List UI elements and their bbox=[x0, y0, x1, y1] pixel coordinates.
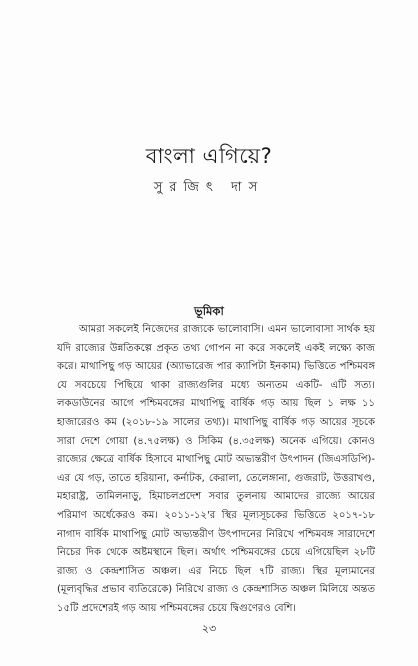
chapter-title: বাংলা এগিয়ে? bbox=[145, 144, 273, 168]
page-number: ২৩ bbox=[201, 622, 217, 635]
section-heading: ভূমিকা bbox=[194, 304, 224, 318]
body-paragraph bbox=[57, 321, 375, 619]
author-name: সুরজিৎ দাস bbox=[153, 180, 265, 195]
body-paragraph-text: আমরা সকলেই নিজেদের রাজ্যকে ভালোবাসি। এমন ভালোবাসা সার্থক হয় যদি রাজ্যের উন্নতিকল্পে প্রকৃত তথ্য গোপন না করে সকলেই একই লক্ষ্যে কাজ করে। মাথাপিছু গড় আয়ের (অ্যাভারেজ পার ক্যাপিটা ইনকাম) ভিত্তিতে পশ্চিমবঙ্গ যে সবচেয়ে পিছিয়ে থাকা রাজ্যগুলির মধ্যে অন্যতম একটি- এটি সত্য। লকডাউনের আগে পশ্চিমবঙ্গের মাথাপিছু বার্ষিক গড় আয় ছিল ১ লক্ষ ১১ হাজারেরও কম (২০১৮-১৯ সালের তথ্য)। মাথাপিছু বার্ষিক গড় আয়ের সূচকে সারা দেশে গোয়া (৪.৭৫লক্ষ) ও সিকিম (৪.৩৫লক্ষ) অনেক এগিয়ে। কোনও রাজ্যের ক্ষেত্রে বার্ষিক হিসাবে মাথাপিছু মোট অভ্যন্তরীণ উৎপাদন (জিএসডিপি)-এর যে গড়, তাতে হরিয়ানা, কর্নাটক, কেরালা, তেলেঙ্গানা, গুজরাট, উত্তরাখণ্ড, মহারাষ্ট্র, তামিলনাড়ু, হিমাচলপ্রদেশ সবার তুলনায় আমাদের রাজ্যে আয়ের পরিমাণ অর্ধেকেরও কম। ২০১১-১২'র স্থির মূল্যসূচকের ভিত্তিতে ২০১৭-১৮ নাগাদ বার্ষিক মাথাপিছু মোট অভ্যন্তরীণ উৎপাদনের নিরিখে পশ্চিমবঙ্গ সারাদেশে নিচের দিক থেকে অষ্টমস্থানে ছিল। অর্থাৎ পশ্চিমবঙ্গের চেয়ে এগিয়েছিল ২৮টি রাজ্য ও কেন্দ্রশাসিত অঞ্চল। এর নিচে ছিল ৭টি রাজ্য। স্থির মূল্যমানের (মূল্যবৃদ্ধির প্রভাব ব্যতিরেকে) নিরিখে রাজ্য ও কেন্দ্রশাসিত অঞ্চল মিলিয়ে অন্তত ১৫টি প্রদেশেরই গড় আয় পশ্চিমবঙ্গের চেয়ে দ্বিগুণেরও বেশি। bbox=[57, 324, 375, 614]
